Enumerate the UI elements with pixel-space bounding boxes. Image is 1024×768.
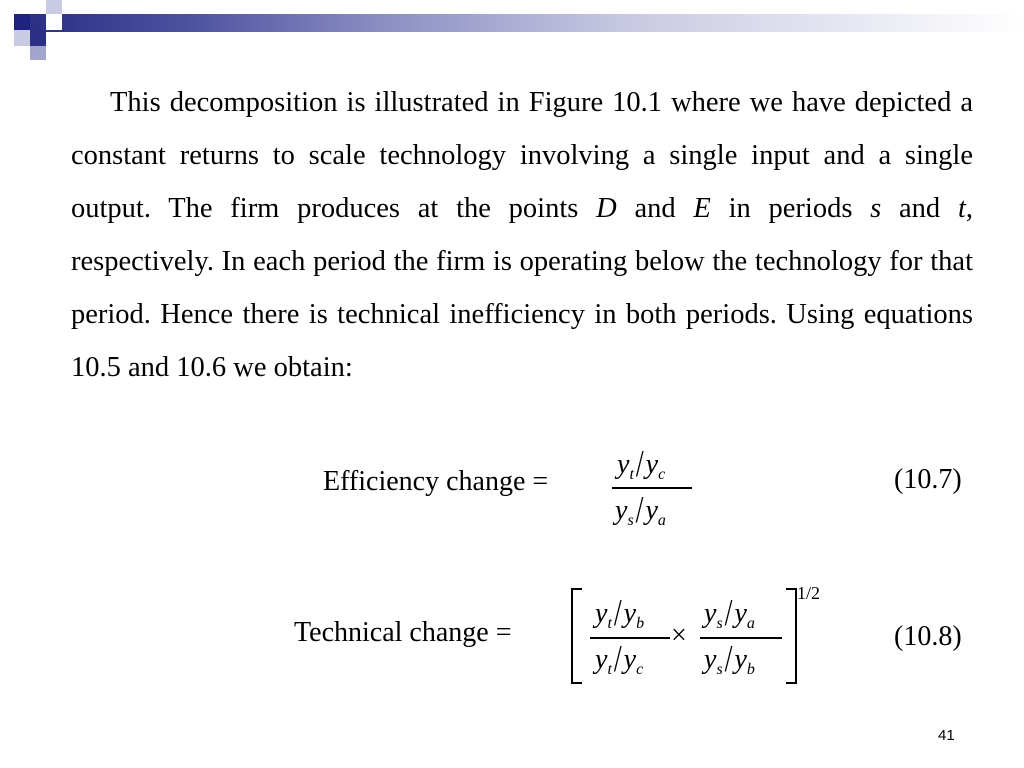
equation-number: (10.8) [894, 621, 962, 652]
equation-label: Efficiency change = [323, 466, 549, 497]
decorative-square [14, 14, 30, 30]
decorative-square [46, 0, 62, 14]
body-paragraph: This decomposition is illustrated in Figure 10.1 where we have depicted a constant returns to scale technology involving a single input and a single output. The firm produces at the points D and E in periods s and t, respectively. In each period the firm is operating below the technology for that period. Hence there is technical inefficiency in both periods. Using equations 10.5 and 10.6 we obtain: [71, 87, 973, 383]
exponent: 1/2 [797, 583, 821, 603]
decorative-square [46, 14, 62, 30]
times-sign: × [671, 620, 687, 651]
left-bracket [568, 586, 588, 686]
fraction-numerator: $y_s/y_a$ [704, 592, 755, 635]
fraction-denominator: $y_s/y_a$ [615, 489, 666, 532]
fraction-denominator: $y_s/y_b$ [704, 638, 755, 681]
fraction-numerator: $y_t/y_c$ [617, 443, 666, 486]
fraction-bar [700, 637, 782, 639]
fraction-bar [590, 637, 670, 639]
fraction-bar [612, 487, 692, 489]
fraction-numerator: $y_t/y_b$ [595, 592, 645, 635]
decorative-square [30, 46, 46, 60]
page-number: 41 [938, 727, 955, 744]
equation-label: Technical change = [294, 617, 512, 648]
fraction-denominator: $y_t/y_c$ [595, 638, 644, 681]
decorative-square [30, 30, 46, 46]
decorative-square [14, 30, 30, 46]
header-gradient-bar [30, 14, 1024, 32]
equation-number: (10.7) [894, 464, 962, 495]
